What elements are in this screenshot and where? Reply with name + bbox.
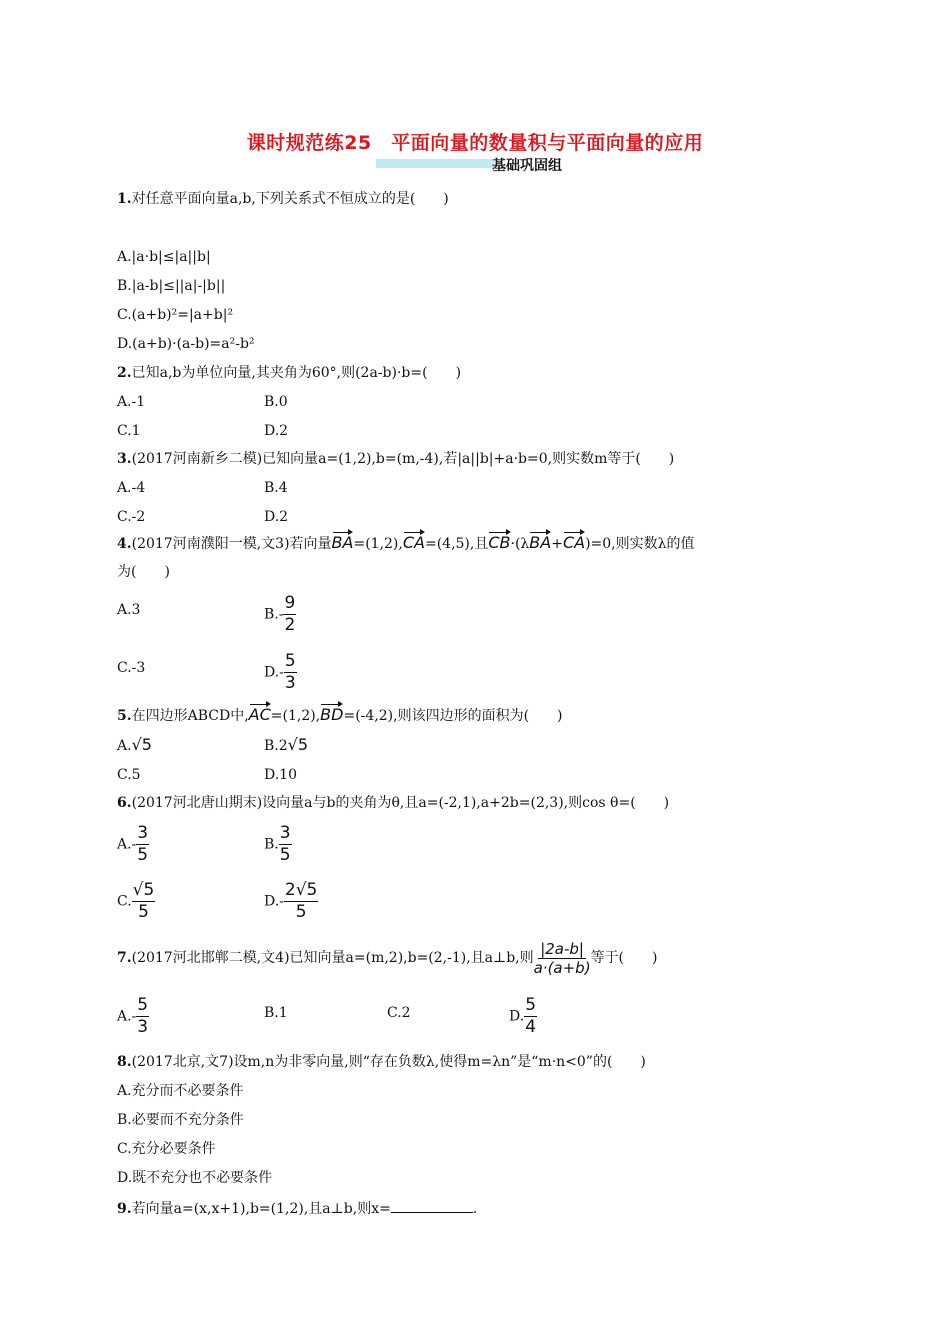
numerator: 5 xyxy=(525,995,537,1015)
fraction xyxy=(279,824,292,865)
question-stem-continued: 为( ) xyxy=(117,564,170,580)
numerator: √5 xyxy=(132,880,155,900)
option-c: C.1 xyxy=(117,423,141,439)
option-d xyxy=(509,996,537,1037)
fraction xyxy=(136,824,149,865)
numerator: |2a-b| xyxy=(540,939,584,958)
stem-part: =(1,2), xyxy=(353,536,403,552)
vector-bd: BD xyxy=(320,705,344,724)
option-label: A.- xyxy=(117,1008,137,1025)
fraction xyxy=(283,594,296,635)
question-6 xyxy=(117,794,669,812)
question-number: 3. xyxy=(117,451,132,467)
question-5 xyxy=(117,706,563,725)
question-stem: 若向量a=(x,x+1),b=(1,2),且a⊥b,则x= xyxy=(131,1201,391,1217)
vector-ca: CA xyxy=(402,533,425,552)
option-label: B.2 xyxy=(264,738,288,754)
question-number: 4. xyxy=(117,536,132,552)
option-label: D.- xyxy=(264,664,284,681)
stem-part: ·(λ xyxy=(510,536,530,552)
option-b: B.|a-b|≤||a|-|b|| xyxy=(117,278,226,294)
option-a: A.|a·b|≤|a||b| xyxy=(117,249,211,265)
stem-part: =(-4,2),则该四边形的面积为( ) xyxy=(343,708,563,724)
denominator: 4 xyxy=(525,1017,537,1037)
vector-ac: AC xyxy=(248,705,271,724)
question-stem: 已知a,b为单位向量,其夹角为60°,则(2a-b)·b=( ) xyxy=(131,365,462,381)
option-c: C.(a+b)²=|a+b|² xyxy=(117,307,234,323)
option-a xyxy=(117,736,152,755)
question-8 xyxy=(117,1053,646,1071)
question-number: 2. xyxy=(117,365,132,381)
option-label: C. xyxy=(117,893,132,910)
numerator: 9 xyxy=(284,593,296,613)
question-stem: 对任意平面向量a,b,下列关系式不恒成立的是( ) xyxy=(131,191,449,207)
fraction xyxy=(534,940,591,977)
question-stem: (2017河南濮阳一模,文3)若向量 xyxy=(131,536,332,552)
question-1 xyxy=(117,190,449,208)
denominator: 5 xyxy=(137,845,149,865)
option-b: B.4 xyxy=(264,480,288,496)
option-b xyxy=(264,736,308,755)
option-a: A.-4 xyxy=(117,480,146,496)
vector-ba: BA xyxy=(331,533,354,552)
option-label: A.- xyxy=(117,836,137,853)
question-number: 8. xyxy=(117,1054,132,1070)
question-number: 9. xyxy=(117,1201,132,1217)
option-b xyxy=(264,594,296,635)
question-number: 1. xyxy=(117,191,132,207)
fraction xyxy=(284,881,318,922)
option-c xyxy=(117,881,155,922)
option-d: D.既不充分也不必要条件 xyxy=(117,1170,273,1186)
numerator: 3 xyxy=(279,823,291,843)
question-3 xyxy=(117,450,674,468)
fraction xyxy=(284,652,297,693)
option-label: A. xyxy=(117,738,132,754)
question-number: 7. xyxy=(117,950,132,966)
option-c: C.5 xyxy=(117,767,141,783)
numerator: 2√5 xyxy=(284,880,318,900)
question-stem: (2017河南新乡二模)已知向量a=(1,2),b=(m,-4),若|a||b|+a·b=0,则实数m等于( ) xyxy=(131,451,675,467)
question-stem: 在四边形ABCD中, xyxy=(131,708,249,724)
vector-ba: BA xyxy=(529,533,552,552)
denominator: 3 xyxy=(137,1017,149,1037)
answer-blank[interactable] xyxy=(391,1198,473,1213)
question-4 xyxy=(117,534,695,553)
denominator: 5 xyxy=(279,845,291,865)
option-d: D.2 xyxy=(264,423,289,439)
option-a: A.充分而不必要条件 xyxy=(117,1083,244,1099)
numerator: 5 xyxy=(284,651,296,671)
vector-ca: CA xyxy=(562,533,586,552)
option-d xyxy=(264,881,318,922)
stem-part: )=0,则实数λ的值 xyxy=(585,536,695,552)
option-d: D.10 xyxy=(264,767,297,783)
question-7 xyxy=(117,938,658,978)
question-stem: (2017河北邯郸二模,文4)已知向量a=(m,2),b=(2,-1),且a⊥b,则 xyxy=(131,950,534,966)
denominator: a·(a+b) xyxy=(533,958,591,977)
denominator: 2 xyxy=(284,615,296,635)
option-b: B.1 xyxy=(264,1005,288,1021)
stem-part: 等于( ) xyxy=(590,950,658,966)
stem-part: =(4,5),且 xyxy=(424,536,489,552)
page-title: 课时规范练25 平面向量的数量积与平面向量的应用 xyxy=(246,132,704,154)
numerator: 3 xyxy=(137,823,149,843)
option-a xyxy=(117,996,149,1037)
question-9 xyxy=(117,1198,477,1218)
denominator: 3 xyxy=(284,673,296,693)
option-a: A.-1 xyxy=(117,394,146,410)
question-number: 6. xyxy=(117,795,132,811)
fraction xyxy=(136,996,149,1037)
option-a xyxy=(117,824,149,865)
option-label: D. xyxy=(509,1008,525,1025)
root-expression: √5 xyxy=(131,735,152,754)
fraction xyxy=(524,996,537,1037)
option-b: B.0 xyxy=(264,394,288,410)
fraction xyxy=(132,881,156,922)
option-d: D.2 xyxy=(264,509,289,525)
stem-part: + xyxy=(551,536,563,552)
question-2 xyxy=(117,364,461,382)
vector-cb: CB xyxy=(488,533,511,552)
option-label: B.- xyxy=(264,606,284,623)
option-c: C.2 xyxy=(387,1005,411,1021)
root-expression: √5 xyxy=(287,735,309,754)
denominator: 5 xyxy=(295,902,307,922)
question-stem: (2017北京,文7)设m,n为非零向量,则“存在负数λ,使得m=λn”是“m·n<0”的( ) xyxy=(131,1054,646,1070)
option-a: A.3 xyxy=(117,602,141,618)
option-c: C.-2 xyxy=(117,509,146,525)
option-b xyxy=(264,824,292,865)
option-d: D.(a+b)·(a-b)=a²-b² xyxy=(117,336,255,352)
numerator: 5 xyxy=(137,995,149,1015)
option-d xyxy=(264,652,297,693)
option-c: C.-3 xyxy=(117,660,146,676)
option-label: B. xyxy=(264,836,279,853)
option-c: C.充分必要条件 xyxy=(117,1141,216,1157)
option-label: D.- xyxy=(264,893,284,910)
question-number: 5. xyxy=(117,708,132,724)
stem-part: . xyxy=(472,1201,478,1217)
subtitle-highlight xyxy=(376,159,494,168)
question-stem: (2017河北唐山期末)设向量a与b的夹角为θ,且a=(-2,1),a+2b=(2,3),则cos θ=( ) xyxy=(131,795,670,811)
section-subtitle: 基础巩固组 xyxy=(492,158,562,174)
option-b: B.必要而不充分条件 xyxy=(117,1112,244,1128)
stem-part: =(1,2), xyxy=(270,708,321,724)
denominator: 5 xyxy=(138,902,149,922)
